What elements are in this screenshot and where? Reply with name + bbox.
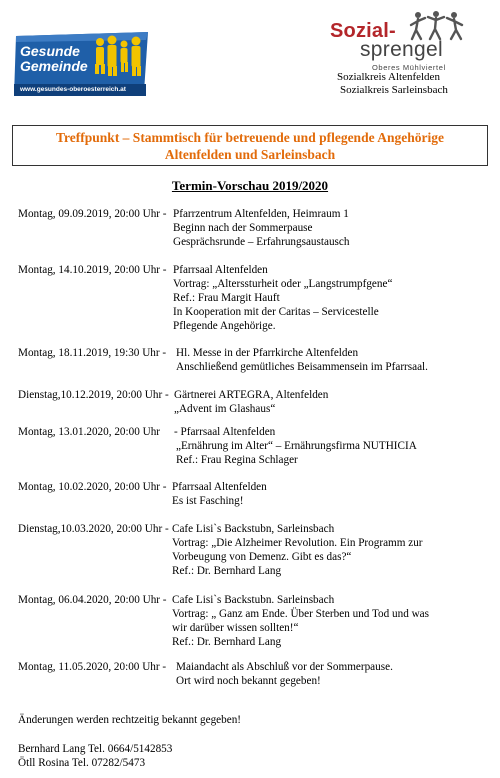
entry-detail-line: Vortrag: „Alterssturheit oder „Langstrumpfgene“ bbox=[173, 278, 393, 290]
entry-detail-line: Pflegende Angehörige. bbox=[173, 320, 276, 332]
entry-detail-line: Ref.: Dr. Bernhard Lang bbox=[172, 636, 282, 648]
entry-date: Montag, 10.02.2020, 20:00 Uhr - bbox=[18, 481, 167, 493]
entry-detail-line: „Advent im Glashaus“ bbox=[174, 403, 276, 415]
entry-date: Montag, 09.09.2019, 20:00 Uhr - bbox=[18, 208, 167, 220]
entry-detail-line: Ref.: Frau Regina Schlager bbox=[176, 454, 298, 466]
entry-date: Montag, 14.10.2019, 20:00 Uhr - bbox=[18, 264, 167, 276]
entry-detail-line: - Pfarrsaal Altenfelden bbox=[174, 426, 276, 438]
entry-detail-line: Hl. Messe in der Pfarrkirche Altenfelden bbox=[176, 347, 359, 359]
entry-detail-line: Maiandacht als Abschluß vor der Sommerpause. bbox=[176, 661, 393, 673]
contact-line: Bernhard Lang Tel. 0664/5142853 bbox=[18, 743, 173, 755]
title-line1: Treffpunkt – Stammtisch für betreuende und pflegende Angehörige bbox=[56, 130, 444, 145]
changes-notice: Änderungen werden rechtzeitig bekannt gegeben! bbox=[18, 714, 242, 726]
entry-detail-line: Ref.: Dr. Bernhard Lang bbox=[172, 565, 282, 577]
entry-detail-line: Vortrag: „Die Alzheimer Revolution. Ein Programm zur bbox=[172, 537, 423, 549]
sozialkreis-line: Sozialkreis Altenfelden bbox=[337, 71, 440, 83]
entry-detail-line: Pfarrsaal Altenfelden bbox=[173, 264, 268, 276]
entry-detail-line: Beginn nach der Sommerpause bbox=[173, 222, 313, 234]
entry-date: Montag, 06.04.2020, 20:00 Uhr - bbox=[18, 594, 167, 606]
logo-word-sprengel: sprengel bbox=[360, 38, 443, 61]
entry-date: Montag, 13.01.2020, 20:00 Uhr bbox=[18, 426, 161, 438]
entry-detail-line: In Kooperation mit der Caritas – Servicestelle bbox=[173, 306, 379, 318]
entry-date: Montag, 11.05.2020, 20:00 Uhr - bbox=[18, 661, 167, 673]
logo-text-line1: Gesunde bbox=[20, 43, 80, 59]
entry-detail-line: Pfarrsaal Altenfelden bbox=[172, 481, 267, 493]
entry-detail-line: Gesprächsrunde – Erfahrungsaustausch bbox=[173, 236, 350, 248]
entry-detail-line: Vortrag: „ Ganz am Ende. Über Sterben und Tod und was bbox=[172, 608, 429, 620]
sozialkreis-line: Sozialkreis Sarleinsbach bbox=[340, 84, 448, 96]
logo-url: www.gesundes-oberoesterreich.at bbox=[20, 86, 126, 93]
entry-detail-line: Cafe Lisi`s Backstubn, Sarleinsbach bbox=[172, 523, 335, 535]
logo-text-line2: Gemeinde bbox=[20, 58, 88, 74]
sozialsprengel-logo bbox=[330, 10, 490, 70]
entry-date: Montag, 18.11.2019, 19:30 Uhr - bbox=[18, 347, 167, 359]
entry-detail-line: Ort wird noch bekannt gegeben! bbox=[176, 675, 321, 687]
entry-detail-line: wir darüber wissen sollten!“ bbox=[172, 622, 299, 634]
sozialkreis-block bbox=[337, 71, 448, 97]
entry-detail-line: Anschließend gemütliches Beisammensein im Pfarrsaal. bbox=[176, 361, 428, 373]
schedule-heading: Termin-Vorschau 2019/2020 bbox=[171, 178, 329, 193]
title-line2: Altenfelden und Sarleinsbach bbox=[164, 147, 336, 162]
entry-detail-line: „Ernährung im Alter“ – Ernährungsfirma NUTHICIA bbox=[176, 440, 417, 452]
entry-detail-line: Cafe Lisi`s Backstubn. Sarleinsbach bbox=[172, 594, 335, 606]
entry-detail-line: Ref.: Frau Margit Hauft bbox=[173, 292, 280, 304]
entry-detail-line: Es ist Fasching! bbox=[172, 495, 244, 507]
entry-date: Dienstag,10.03.2020, 20:00 Uhr - bbox=[18, 523, 169, 535]
entry-detail-line: Pfarrzentrum Altenfelden, Heimraum 1 bbox=[173, 208, 349, 220]
logo-subtitle: Oberes Mühlviertel bbox=[372, 63, 446, 72]
entry-detail-line: Vorbeugung von Demenz. Gibt es das?“ bbox=[172, 551, 352, 563]
gesunde-gemeinde-logo bbox=[12, 30, 152, 98]
entry-detail-line: Gärtnerei ARTEGRA, Altenfelden bbox=[174, 389, 329, 401]
contact-line: Ötll Rosina Tel. 07282/5473 bbox=[18, 757, 146, 769]
entry-date: Dienstag,10.12.2019, 20:00 Uhr - bbox=[18, 389, 169, 401]
logo-word-sozial: Sozial- bbox=[330, 20, 396, 42]
title-box bbox=[12, 125, 488, 166]
